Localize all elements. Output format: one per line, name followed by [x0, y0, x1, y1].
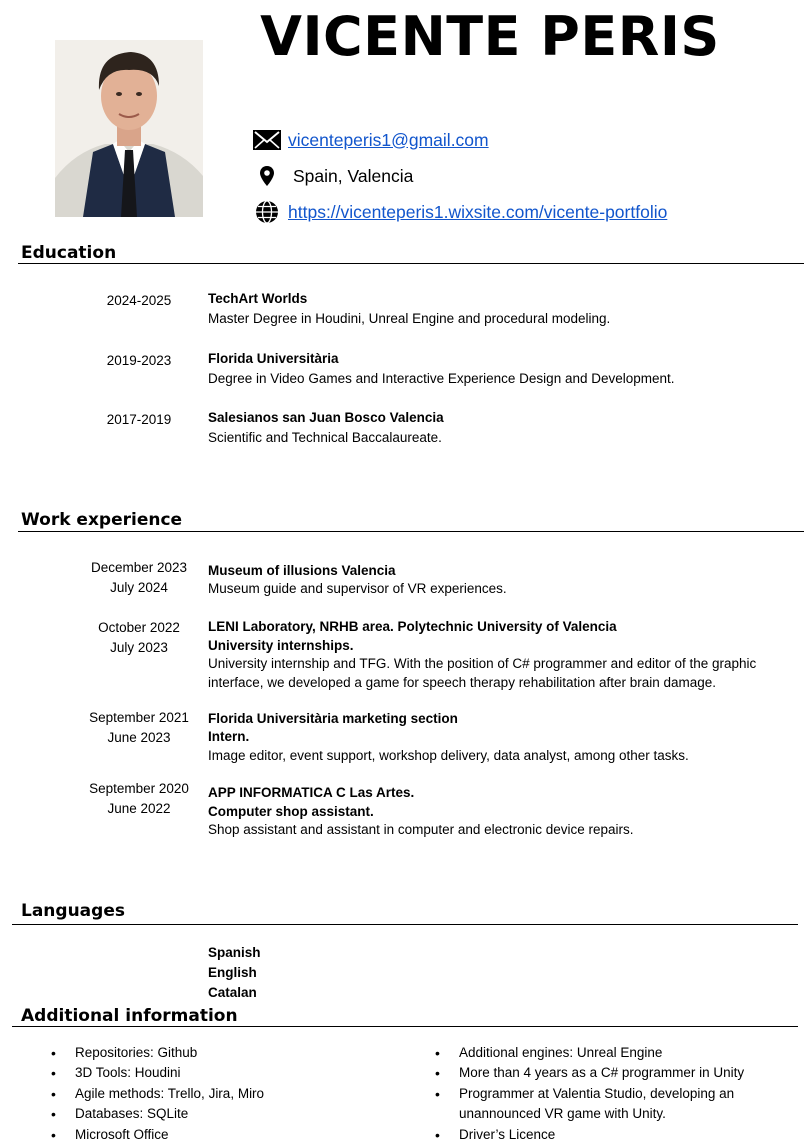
work-start: September 2021 — [89, 710, 189, 725]
contact-email — [252, 127, 667, 153]
education-description: Master Degree in Houdini, Unreal Engine and procedural modeling. — [208, 311, 611, 326]
additional-list-left — [51, 1043, 381, 1145]
contact-list — [252, 127, 667, 225]
section-title-education: Education — [21, 243, 117, 263]
work-dates — [79, 618, 199, 658]
education-period: 2017-2019 — [106, 412, 172, 427]
page-title: VICENTE PERIS — [260, 5, 720, 68]
work-company: APP INFORMATICA C Las Artes. — [208, 785, 415, 800]
location-text: Spain, Valencia — [293, 165, 414, 186]
additional-list-right — [435, 1043, 765, 1145]
list-item: • Driver’s Licence — [435, 1125, 765, 1145]
work-entry — [208, 784, 798, 840]
list-item: • Repositories: Github — [51, 1043, 381, 1063]
education-description: Degree in Video Games and Interactive Experience Design and Development. — [208, 371, 675, 386]
work-role: University internships. — [208, 637, 354, 653]
email-link[interactable]: vicenteperis1@gmail.com — [288, 129, 489, 150]
work-company: Museum of illusions Valencia — [208, 563, 396, 578]
location-pin-icon — [252, 163, 282, 189]
work-end: July 2023 — [110, 640, 168, 655]
work-dates — [79, 708, 199, 748]
list-item: • Databases: SQLite — [51, 1104, 381, 1124]
work-entry — [208, 618, 798, 692]
work-description: University internship and TFG. With the position of C# programmer and editor of the graphic interface, we developed a game for speech therapy rehabilitation after brain damage. — [208, 656, 757, 690]
list-item: • Agile methods: Trello, Jira, Miro — [51, 1084, 381, 1104]
education-institution: TechArt Worlds — [208, 291, 308, 306]
work-dates — [79, 558, 199, 598]
work-description: Museum guide and supervisor of VR experiences. — [208, 581, 507, 596]
contact-website — [252, 199, 667, 225]
list-item: • Additional engines: Unreal Engine — [435, 1043, 765, 1063]
work-entry — [208, 562, 798, 598]
language-item: Catalan — [208, 985, 257, 1000]
work-end: June 2023 — [107, 730, 171, 745]
section-divider — [12, 924, 798, 925]
work-end: July 2024 — [110, 580, 168, 595]
work-company: LENI Laboratory, NRHB area. Polytechnic University of Valencia — [208, 619, 617, 634]
languages-list — [208, 943, 261, 1003]
education-institution: Salesianos san Juan Bosco Valencia — [208, 410, 444, 425]
work-role: Intern. — [208, 729, 250, 745]
work-description: Image editor, event support, workshop delivery, data analyst, among other tasks. — [208, 747, 689, 763]
education-entry — [208, 289, 798, 329]
work-company: Florida Universitària marketing section — [208, 711, 458, 726]
work-role: Computer shop assistant. — [208, 803, 374, 819]
section-title-additional: Additional information — [21, 1006, 238, 1026]
website-link[interactable]: https://vicenteperis1.wixsite.com/vicente-portfolio — [288, 201, 668, 222]
list-item: • 3D Tools: Houdini — [51, 1063, 381, 1083]
education-description: Scientific and Technical Baccalaureate. — [208, 430, 442, 445]
language-item: Spanish — [208, 945, 261, 960]
education-period: 2024-2025 — [106, 293, 172, 308]
section-divider — [18, 263, 804, 264]
work-description: Shop assistant and assistant in computer and electronic device repairs. — [208, 822, 634, 838]
work-start: September 2020 — [89, 781, 189, 796]
work-start: October 2022 — [98, 620, 180, 635]
work-entry — [208, 710, 798, 765]
list-item: • Programmer at Valentia Studio, developing an unannounced VR game with Unity. — [435, 1084, 765, 1125]
education-entry — [208, 349, 798, 389]
work-end: June 2022 — [107, 801, 171, 816]
section-divider — [18, 531, 804, 532]
section-title-languages: Languages — [21, 901, 125, 921]
envelope-icon — [252, 127, 282, 153]
list-item: • Microsoft Office — [51, 1125, 381, 1145]
list-item: • More than 4 years as a C# programmer in Unity — [435, 1063, 765, 1083]
section-divider — [12, 1026, 798, 1027]
globe-icon — [252, 199, 282, 225]
work-start: December 2023 — [90, 560, 188, 575]
education-period: 2019-2023 — [106, 353, 172, 368]
education-entry — [208, 408, 798, 448]
education-institution: Florida Universitària — [208, 351, 339, 366]
language-item: English — [208, 965, 257, 980]
section-title-work: Work experience — [21, 510, 183, 530]
profile-photo — [55, 40, 203, 217]
contact-location — [252, 163, 667, 189]
work-dates — [79, 779, 199, 819]
